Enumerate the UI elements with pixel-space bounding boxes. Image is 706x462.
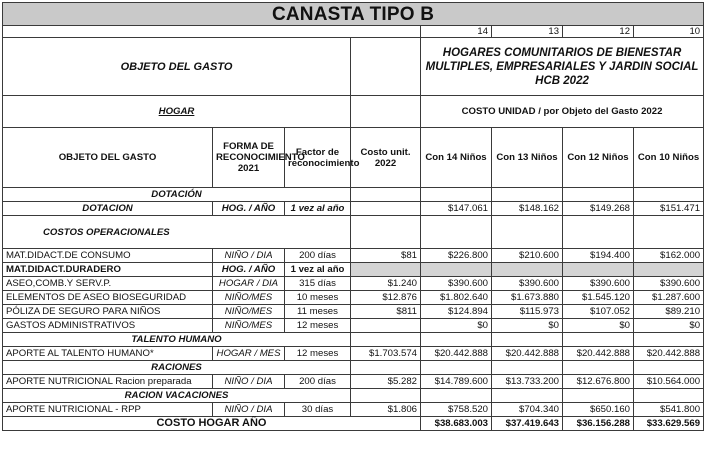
row-v12: $12.676.800 <box>563 375 634 389</box>
row-factor: 30 días <box>285 403 351 417</box>
costo-unidad-label: COSTO UNIDAD / por Objeto del Gasto 2022 <box>421 96 704 128</box>
row-costo: $12.876 <box>351 291 421 305</box>
row-v13: $115.973 <box>492 305 563 319</box>
row-costo: $1.240 <box>351 277 421 291</box>
row-forma: HOGAR / DIA <box>213 277 285 291</box>
row-name: APORTE AL TALENTO HUMANO* <box>3 347 213 361</box>
row-factor: 12 meses <box>285 347 351 361</box>
section-raciones: RACIONES <box>3 361 351 375</box>
total-label: COSTO HOGAR AÑO <box>3 417 421 431</box>
row-factor: 1 vez al año <box>285 263 351 277</box>
row-costo: $1.806 <box>351 403 421 417</box>
col-index-13: 13 <box>492 26 563 38</box>
header-forma: FORMA DE RECONOCIMIENTO 2021 <box>213 128 285 188</box>
table-title: CANASTA TIPO B <box>3 3 704 26</box>
row-costo: $81 <box>351 249 421 263</box>
header-factor: Factor de reconocimiento <box>285 128 351 188</box>
row-factor: 200 días <box>285 375 351 389</box>
row-v14: $20.442.888 <box>421 347 492 361</box>
table-row <box>3 263 704 277</box>
objeto-header-row <box>3 38 704 96</box>
table-row <box>3 277 704 291</box>
row-v12: $107.052 <box>563 305 634 319</box>
row-forma: HOG. / AÑO <box>213 202 285 216</box>
row-name: PÓLIZA DE SEGURO PARA NIÑOS <box>3 305 213 319</box>
row-v12: $390.600 <box>563 277 634 291</box>
row-v13: $210.600 <box>492 249 563 263</box>
col-index-14: 14 <box>421 26 492 38</box>
row-factor: 315 días <box>285 277 351 291</box>
row-v14: $124.894 <box>421 305 492 319</box>
header-c10: Con 10 Niños <box>634 128 704 188</box>
table-row <box>3 375 704 389</box>
row-forma: NIÑO / DIA <box>213 249 285 263</box>
table-row <box>3 403 704 417</box>
row-v13: $704.340 <box>492 403 563 417</box>
row-costo: $1.703.574 <box>351 347 421 361</box>
row-v14: $1.802.640 <box>421 291 492 305</box>
row-costo <box>351 202 421 216</box>
blank-cell <box>351 38 421 96</box>
row-v14: $758.520 <box>421 403 492 417</box>
row-costo: $5.282 <box>351 375 421 389</box>
row-name: DOTACION <box>3 202 213 216</box>
row-v13: $148.162 <box>492 202 563 216</box>
row-name: APORTE NUTRICIONAL - RPP <box>3 403 213 417</box>
row-forma: HOGAR / MES <box>213 347 285 361</box>
row-forma: NIÑO / DIA <box>213 403 285 417</box>
row-costo <box>351 319 421 333</box>
row-forma: NIÑO/MES <box>213 319 285 333</box>
row-factor: 11 meses <box>285 305 351 319</box>
section-talento: TALENTO HUMANO <box>3 333 351 347</box>
row-v12: $650.160 <box>563 403 634 417</box>
table-row <box>3 202 704 216</box>
index-spacer <box>3 26 421 38</box>
table-row <box>3 305 704 319</box>
section-row <box>3 188 704 202</box>
objeto-big-label: OBJETO DEL GASTO <box>3 38 351 96</box>
row-v12: $194.400 <box>563 249 634 263</box>
col-index-12: 12 <box>563 26 634 38</box>
row-name: APORTE NUTRICIONAL Racion preparada <box>3 375 213 389</box>
total-v10: $33.629.569 <box>634 417 704 431</box>
row-factor: 10 meses <box>285 291 351 305</box>
section-costos-operacionales: COSTOS OPERACIONALES <box>3 216 351 249</box>
section-dotacion: DOTACIÓN <box>3 188 351 202</box>
row-name: GASTOS ADMINISTRATIVOS <box>3 319 213 333</box>
row-v10: $1.287.600 <box>634 291 704 305</box>
hogar-row <box>3 96 704 128</box>
header-c13: Con 13 Niños <box>492 128 563 188</box>
section-row <box>3 389 704 403</box>
row-v14: $147.061 <box>421 202 492 216</box>
header-c14: Con 14 Niños <box>421 128 492 188</box>
row-v10: $390.600 <box>634 277 704 291</box>
row-forma: NIÑO/MES <box>213 305 285 319</box>
canasta-table <box>2 2 704 431</box>
row-forma: NIÑO / DIA <box>213 375 285 389</box>
row-v10: $0 <box>634 319 704 333</box>
row-v10: $162.000 <box>634 249 704 263</box>
section-row <box>3 361 704 375</box>
row-v13: $0 <box>492 319 563 333</box>
row-v10: $10.564.000 <box>634 375 704 389</box>
hogar-label: HOGAR <box>3 96 351 128</box>
row-factor: 12 meses <box>285 319 351 333</box>
row-v14: $14.789.600 <box>421 375 492 389</box>
table-row <box>3 249 704 263</box>
row-v13: $20.442.888 <box>492 347 563 361</box>
row-name: ELEMENTOS DE ASEO BIOSEGURIDAD <box>3 291 213 305</box>
row-v14: $226.800 <box>421 249 492 263</box>
header-costo: Costo unit. 2022 <box>351 128 421 188</box>
total-v12: $36.156.288 <box>563 417 634 431</box>
total-v13: $37.419.643 <box>492 417 563 431</box>
row-forma: HOG. / AÑO <box>213 263 285 277</box>
col-index-10: 10 <box>634 26 704 38</box>
row-v13: $13.733.200 <box>492 375 563 389</box>
row-v10: $89.210 <box>634 305 704 319</box>
section-row <box>3 333 704 347</box>
row-v14: $0 <box>421 319 492 333</box>
row-name: MAT.DIDACT.DURADERO <box>3 263 213 277</box>
blank-cell <box>351 96 421 128</box>
row-costo: $811 <box>351 305 421 319</box>
row-v12: $149.268 <box>563 202 634 216</box>
table-row <box>3 291 704 305</box>
row-v12: $1.545.120 <box>563 291 634 305</box>
table-row <box>3 319 704 333</box>
hogares-title: HOGARES COMUNITARIOS DE BIENESTAR MULTIPLES, EMPRESARIALES Y JARDIN SOCIAL HCB 2022 <box>421 38 704 96</box>
header-objeto: OBJETO DEL GASTO <box>3 128 213 188</box>
index-row <box>3 26 704 38</box>
row-forma: NIÑO/MES <box>213 291 285 305</box>
row-v10: $151.471 <box>634 202 704 216</box>
row-v10: $20.442.888 <box>634 347 704 361</box>
section-racion-vacaciones: RACION VACACIONES <box>3 389 351 403</box>
row-name: MAT.DIDACT.DE CONSUMO <box>3 249 213 263</box>
row-v13: $1.673.880 <box>492 291 563 305</box>
section-row <box>3 216 704 249</box>
row-v10: $541.800 <box>634 403 704 417</box>
table-row <box>3 347 704 361</box>
row-v12: $20.442.888 <box>563 347 634 361</box>
column-header-row <box>3 128 704 188</box>
row-v13: $390.600 <box>492 277 563 291</box>
row-name: ASEO,COMB.Y SERV.P. <box>3 277 213 291</box>
header-c12: Con 12 Niños <box>563 128 634 188</box>
title-row <box>3 3 704 26</box>
row-factor: 200 días <box>285 249 351 263</box>
total-row <box>3 417 704 431</box>
row-factor: 1 vez al año <box>285 202 351 216</box>
total-v14: $38.683.003 <box>421 417 492 431</box>
row-v14: $390.600 <box>421 277 492 291</box>
row-v12: $0 <box>563 319 634 333</box>
